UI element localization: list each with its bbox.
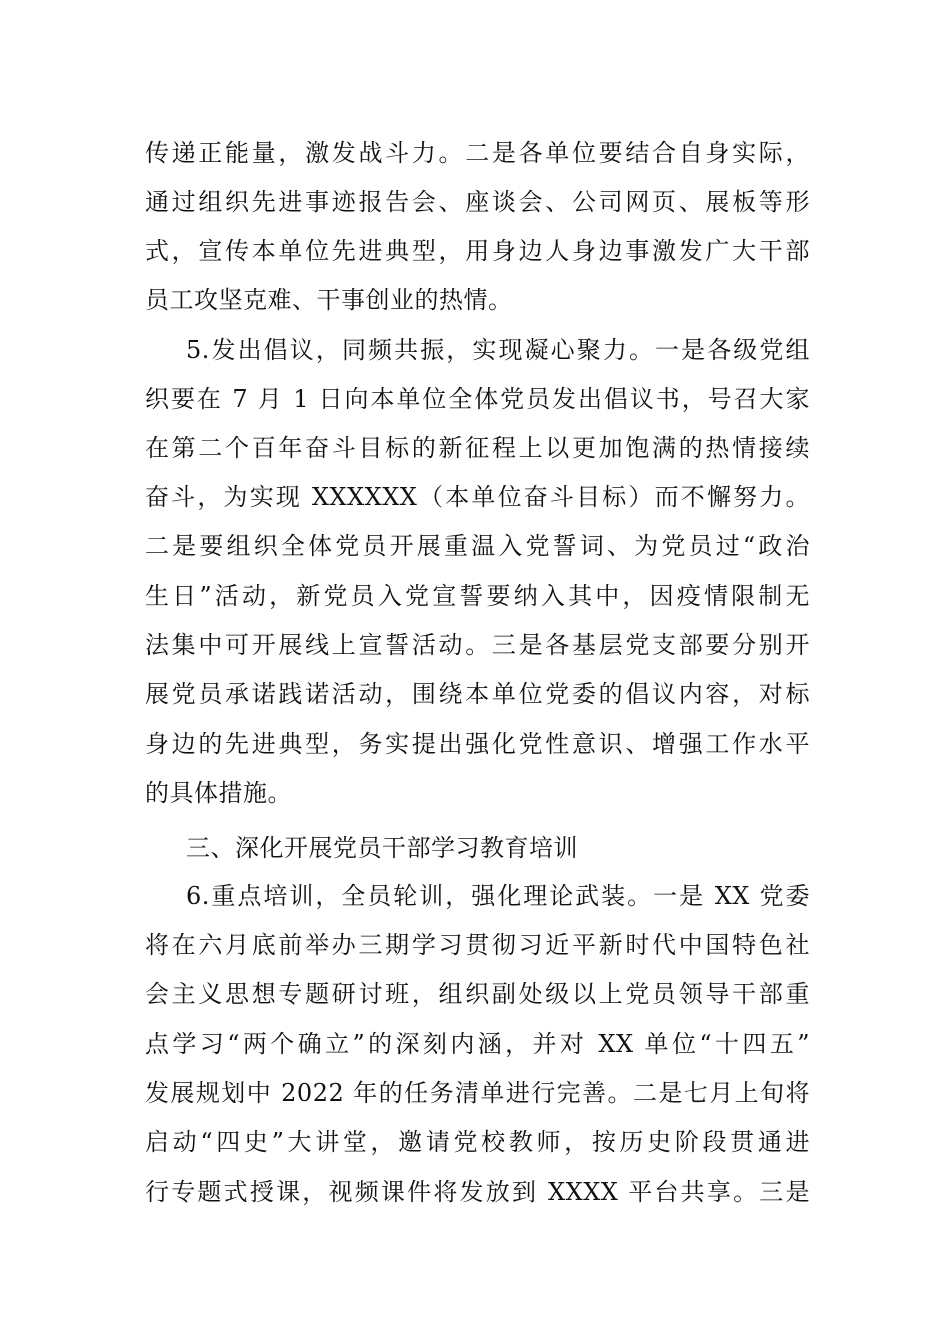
- text-line: 点学习“两个确立”的深刻内涵，并对 XX 单位“十四五”: [145, 1030, 810, 1058]
- text-line: 的具体措施。: [145, 779, 292, 807]
- text-line: 奋斗，为实现 XXXXXX（本单位奋斗目标）而不懈努力。: [145, 483, 810, 511]
- text-line: 传递正能量，激发战斗力。二是各单位要结合自身实际，: [145, 139, 810, 167]
- text-line: 身边的先进典型，务实提出强化党性意识、增强工作水平: [145, 730, 810, 758]
- text-line: 发展规划中 2022 年的任务清单进行完善。二是七月上旬将: [145, 1079, 810, 1107]
- section-heading: 三、深化开展党员干部学习教育培训: [186, 834, 578, 862]
- text-line: 5.发出倡议，同频共振，实现凝心聚力。一是各级党组: [186, 336, 810, 364]
- text-line: 在第二个百年奋斗目标的新征程上以更加饱满的热情接续: [145, 434, 810, 462]
- text-line: 员工攻坚克难、干事创业的热情。: [145, 286, 513, 314]
- text-line: 通过组织先进事迹报告会、座谈会、公司网页、展板等形: [145, 188, 810, 216]
- text-line: 6.重点培训，全员轮训，强化理论武装。一是 XX 党委: [186, 882, 810, 910]
- text-line: 会主义思想专题研讨班，组织副处级以上党员领导干部重: [145, 980, 810, 1008]
- text-line: 行专题式授课，视频课件将发放到 XXXX 平台共享。三是: [145, 1178, 810, 1206]
- text-line: 二是要组织全体党员开展重温入党誓词、为党员过“政治: [145, 532, 810, 560]
- text-line: 启动“四史”大讲堂，邀请党校教师，按历史阶段贯通进: [145, 1128, 810, 1156]
- text-line: 织要在 7 月 1 日向本单位全体党员发出倡议书，号召大家: [145, 385, 810, 413]
- text-line: 法集中可开展线上宣誓活动。三是各基层党支部要分别开: [145, 631, 810, 659]
- text-line: 生日”活动，新党员入党宣誓要纳入其中，因疫情限制无: [145, 582, 810, 610]
- text-line: 式，宣传本单位先进典型，用身边人身边事激发广大干部: [145, 237, 810, 265]
- text-line: 展党员承诺践诺活动，围绕本单位党委的倡议内容，对标: [145, 680, 810, 708]
- text-line: 将在六月底前举办三期学习贯彻习近平新时代中国特色社: [145, 931, 810, 959]
